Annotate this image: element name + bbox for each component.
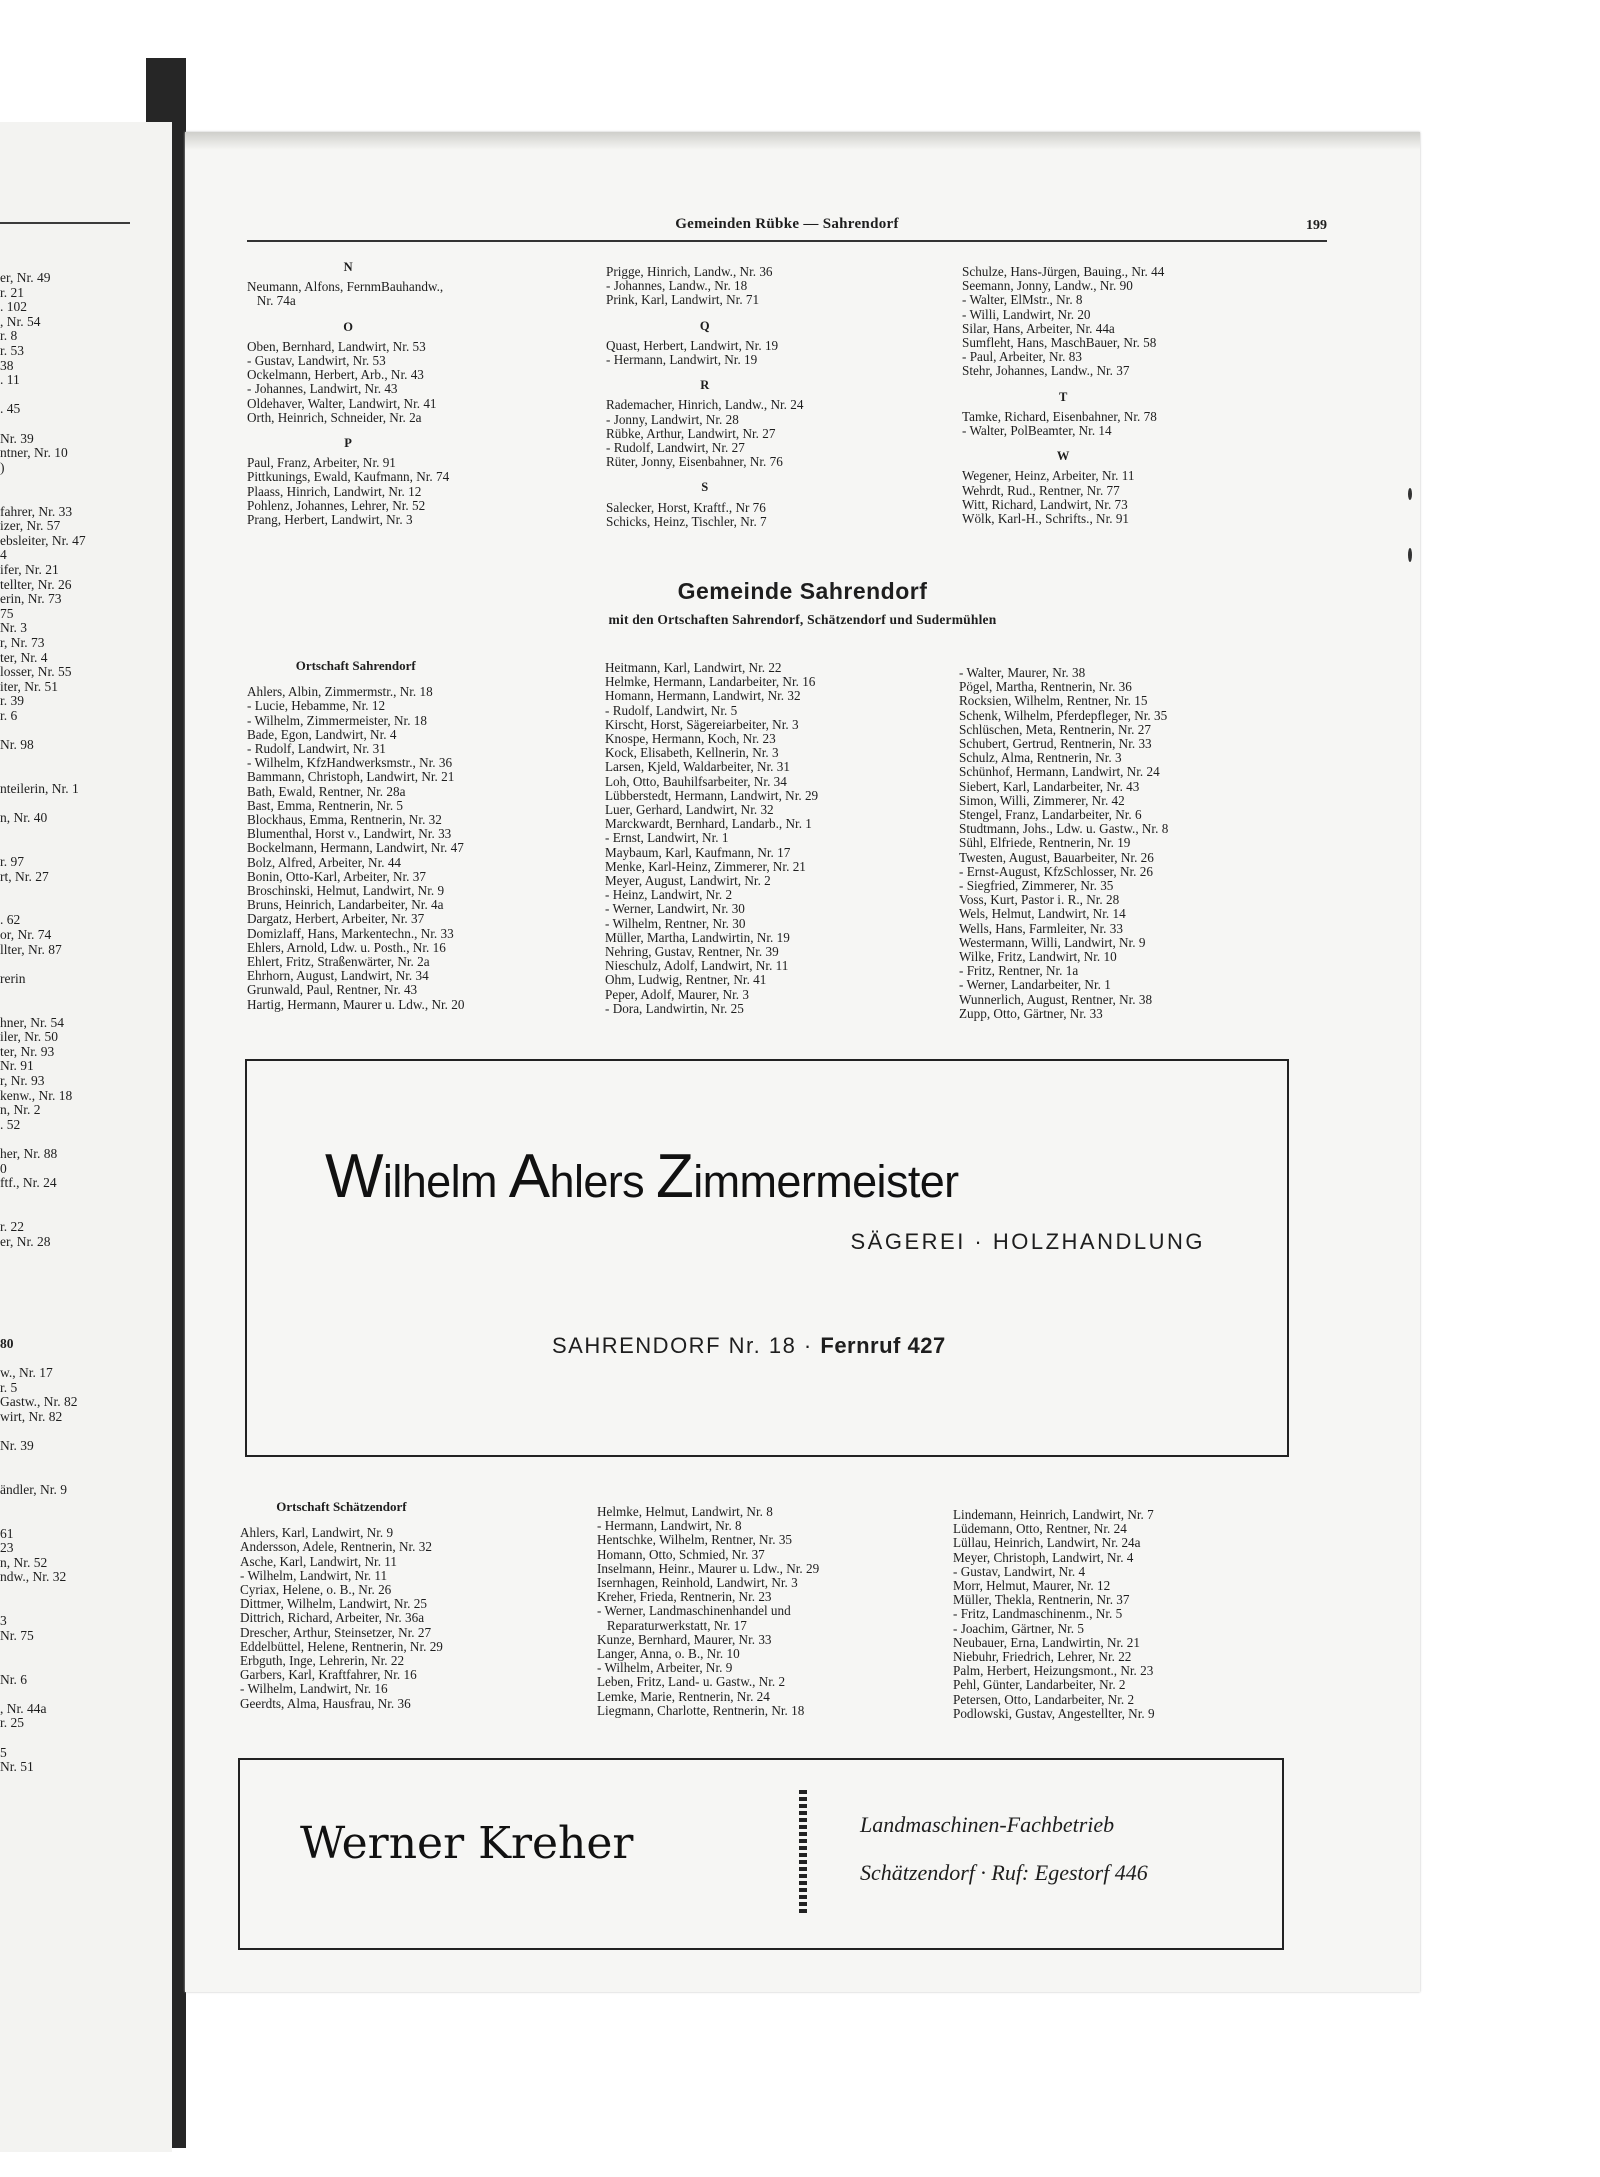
left-page-fragment: ter, Nr. 93: [0, 1043, 55, 1059]
ad-phone: Fernruf 427: [820, 1333, 946, 1358]
left-page-fragment: 3: [0, 1613, 7, 1629]
directory-entry: - Paul, Arbeiter, Nr. 83: [962, 349, 1082, 365]
directory-entry: Schicks, Heinz, Tischler, Nr. 7: [606, 513, 767, 529]
ad-name-part-2: hlers: [549, 1156, 656, 1207]
directory-entry: Twesten, August, Bauarbeiter, Nr. 26: [959, 849, 1154, 865]
directory-entry: Lemke, Marie, Rentnerin, Nr. 24: [597, 1688, 770, 1704]
left-page-fragment: r. 8: [0, 328, 18, 344]
directory-entry: - Ernst-August, KfzSchlosser, Nr. 26: [959, 863, 1153, 879]
directory-entry: Niebuhr, Friedrich, Lehrer, Nr. 22: [953, 1649, 1132, 1665]
directory-entry: Schulze, Hans-Jürgen, Bauing., Nr. 44: [962, 264, 1165, 279]
schaetzendorf-column-1: [240, 1500, 443, 1711]
directory-entry: Wehrdt, Rud., Rentner, Nr. 77: [962, 482, 1120, 498]
ruebke-column-3: [962, 265, 1164, 526]
left-page-fragment: r, Nr. 93: [0, 1073, 45, 1088]
directory-entry: Langer, Anna, o. B., Nr. 10: [597, 1646, 740, 1662]
directory-entry: Domizlaff, Hans, Markentechn., Nr. 33: [247, 925, 454, 941]
directory-entry: Asche, Karl, Landwirt, Nr. 11: [240, 1553, 397, 1569]
directory-entry: Meyer, Christoph, Landwirt, Nr. 4: [953, 1549, 1134, 1565]
directory-entry: Sumfleht, Hans, MaschBauer, Nr. 58: [962, 335, 1157, 351]
left-page-fragment: 61: [0, 1525, 14, 1541]
directory-entry: Oben, Bernhard, Landwirt, Nr. 53: [247, 338, 426, 354]
directory-entry: Bolz, Alfred, Arbeiter, Nr. 44: [247, 854, 402, 870]
left-page-fragment: r. 97: [0, 854, 25, 869]
directory-entry: Schulz, Alma, Rentnerin, Nr. 3: [959, 750, 1122, 766]
directory-entry: Eddelbüttel, Helene, Rentnerin, Nr. 29: [240, 1638, 443, 1654]
directory-entry: Maybaum, Karl, Kaufmann, Nr. 17: [605, 844, 791, 860]
directory-entry: Larsen, Kjeld, Waldarbeiter, Nr. 31: [605, 759, 790, 775]
directory-entry: Ahlers, Albin, Zimmermstr., Nr. 18: [247, 684, 433, 700]
directory-entry: Hartig, Hermann, Maurer u. Ldw., Nr. 20: [247, 996, 465, 1012]
left-page-fragment: iler, Nr. 50: [0, 1029, 58, 1045]
schaetzendorf-column-2: [597, 1505, 819, 1718]
left-page-fragment: er, Nr. 49: [0, 270, 51, 285]
directory-entry: Schubert, Gertrud, Rentnerin, Nr. 33: [959, 736, 1152, 752]
directory-entry: Pögel, Martha, Rentnerin, Nr. 36: [959, 679, 1132, 695]
directory-entry: Helmke, Hermann, Landarbeiter, Nr. 16: [605, 674, 816, 690]
section-title: Gemeinde Sahrendorf: [677, 578, 928, 604]
left-page-fragment: r. 39: [0, 693, 25, 709]
directory-entry: - Siegfried, Zimmerer, Nr. 35: [959, 878, 1114, 894]
directory-entry: - Gustav, Landwirt, Nr. 53: [247, 353, 386, 369]
directory-entry: - Wilhelm, Landwirt, Nr. 11: [240, 1567, 388, 1583]
left-page-fragment: , Nr. 54: [0, 313, 41, 329]
left-page-fragment: nteilerin, Nr. 1: [0, 781, 79, 796]
schaetzendorf-column-3: [953, 1508, 1155, 1721]
ad-initial-a: A: [508, 1142, 550, 1211]
left-page-fragment: llter, Nr. 87: [0, 941, 62, 957]
directory-entry: Nieschulz, Adolf, Landwirt, Nr. 11: [605, 958, 789, 974]
directory-entry: Wölk, Karl-H., Schrifts., Nr. 91: [962, 511, 1130, 527]
directory-entry: Kreher, Frieda, Rentnerin, Nr. 23: [597, 1589, 772, 1605]
directory-entry: - Lucie, Hebamme, Nr. 12: [247, 698, 386, 714]
directory-entry: Broschinski, Helmut, Landwirt, Nr. 9: [247, 883, 445, 899]
directory-entry: - Walter, ElMstr., Nr. 8: [962, 292, 1083, 308]
directory-entry: Reparaturwerkstatt, Nr. 17: [597, 1617, 747, 1633]
left-page-fragment: ): [0, 459, 5, 475]
left-page-fragment: hner, Nr. 54: [0, 1014, 64, 1030]
directory-entry: Prigge, Hinrich, Landw., Nr. 36: [606, 264, 773, 279]
directory-entry: - Dora, Landwirtin, Nr. 25: [605, 1000, 744, 1016]
left-page-fragment: n, Nr. 40: [0, 810, 48, 826]
directory-entry: Wels, Helmut, Landwirt, Nr. 14: [959, 906, 1126, 922]
page-number: 199: [1306, 218, 1327, 233]
left-page-fragment: ntner, Nr. 10: [0, 445, 68, 461]
left-page-fragment: . 11: [0, 372, 20, 388]
directory-entry: Drescher, Arthur, Steinsetzer, Nr. 27: [240, 1624, 432, 1640]
directory-entry: Müller, Thekla, Rentnerin, Nr. 37: [953, 1592, 1130, 1608]
left-page-fragment: or, Nr. 74: [0, 927, 52, 942]
directory-entry: Bast, Emma, Rentnerin, Nr. 5: [247, 797, 404, 813]
directory-entry: Meyer, August, Landwirt, Nr. 2: [605, 873, 771, 889]
left-page-fragment: Nr. 75: [0, 1627, 34, 1643]
directory-entry: Geerdts, Alma, Hausfrau, Nr. 36: [240, 1695, 411, 1711]
directory-page: [185, 132, 1420, 1992]
ad2-company-name: Werner Kreher: [300, 1818, 634, 1869]
directory-entry: Helmke, Helmut, Landwirt, Nr. 8: [597, 1504, 773, 1519]
column-heading: Ortschaft Sahrendorf: [295, 658, 416, 673]
ad-name-part-3: immermeister: [693, 1156, 959, 1207]
left-page-fragment: Nr. 39: [0, 1438, 34, 1453]
directory-entry: Schenk, Wilhelm, Pferdepfleger, Nr. 35: [959, 707, 1168, 723]
left-page-fragment: r. 25: [0, 1715, 25, 1731]
left-page-fragment: . 52: [0, 1116, 21, 1132]
directory-entry: Witt, Richard, Landwirt, Nr. 73: [962, 496, 1128, 512]
ad-address: [552, 1333, 946, 1359]
directory-entry: Bath, Ewald, Rentner, Nr. 28a: [247, 783, 406, 799]
letter-heading: N: [343, 260, 353, 274]
ad-initial-w: W: [325, 1142, 383, 1211]
directory-entry: Kock, Elisabeth, Kellnerin, Nr. 3: [605, 745, 779, 761]
directory-entry: Voss, Kurt, Pastor i. R., Nr. 28: [959, 892, 1120, 908]
directory-entry: - Johannes, Landwirt, Nr. 43: [247, 381, 398, 397]
letter-heading: T: [1058, 389, 1068, 404]
directory-entry: Rübke, Arthur, Landwirt, Nr. 27: [606, 425, 776, 441]
left-page-fragment: ifer, Nr. 21: [0, 562, 59, 577]
left-page-fragment: Nr. 91: [0, 1058, 34, 1074]
directory-entry: - Rudolf, Landwirt, Nr. 27: [606, 440, 745, 456]
left-page-fragment: fahrer, Nr. 33: [0, 503, 73, 519]
left-page-fragment: er, Nr. 28: [0, 1233, 51, 1249]
directory-entry: - Johannes, Landw., Nr. 18: [606, 278, 748, 294]
directory-entry: Ockelmann, Herbert, Arb., Nr. 43: [247, 367, 424, 383]
page-bleed: [185, 132, 1420, 150]
directory-entry: - Joachim, Gärtner, Nr. 5: [953, 1620, 1084, 1636]
directory-entry: - Heinz, Landwirt, Nr. 2: [605, 887, 733, 903]
directory-entry: Simon, Willi, Zimmerer, Nr. 42: [959, 792, 1125, 808]
directory-entry: Bockelmann, Hermann, Landwirt, Nr. 47: [247, 840, 464, 856]
directory-entry: Wegener, Heinz, Arbeiter, Nr. 11: [962, 468, 1135, 484]
directory-entry: Liegmann, Charlotte, Rentnerin, Nr. 18: [597, 1702, 805, 1718]
left-page-fragment: Nr. 98: [0, 737, 34, 753]
directory-entry: Wilke, Fritz, Landwirt, Nr. 10: [959, 949, 1117, 965]
left-page-fragment: ftf., Nr. 24: [0, 1175, 57, 1191]
directory-entry: Lübberstedt, Hermann, Landwirt, Nr. 29: [605, 787, 819, 803]
ad2-trade: Landmaschinen-Fachbetrieb: [860, 1812, 1115, 1837]
directory-entry: Wunnerlich, August, Rentner, Nr. 38: [959, 991, 1153, 1007]
left-page-fragment: Nr. 39: [0, 430, 34, 446]
directory-entry: Oldehaver, Walter, Landwirt, Nr. 41: [247, 395, 437, 411]
sahrendorf-column-3: [959, 666, 1168, 1021]
directory-entry: Ehlert, Fritz, Straßenwärter, Nr. 2a: [247, 954, 430, 970]
directory-entry: - Fritz, Landmaschinenm., Nr. 5: [953, 1606, 1123, 1622]
left-page-fragment: iter, Nr. 51: [0, 678, 58, 694]
left-page-fragment: 75: [0, 605, 14, 621]
directory-entry: Loh, Otto, Bauhilfsarbeiter, Nr. 34: [605, 773, 787, 789]
directory-entry: Leben, Fritz, Land- u. Gastw., Nr. 2: [597, 1674, 786, 1690]
left-page-fragment: , Nr. 44a: [0, 1700, 47, 1716]
directory-entry: Rocksien, Wilhelm, Rentner, Nr. 15: [959, 693, 1148, 709]
directory-entry: Ahlers, Karl, Landwirt, Nr. 9: [240, 1525, 394, 1541]
ad-trade: SÄGEREI · HOLZHANDLUNG: [850, 1229, 1205, 1254]
left-page-fragment: rt, Nr. 27: [0, 868, 49, 884]
directory-entry: Nr. 74a: [247, 293, 296, 309]
directory-entry: Bammann, Christoph, Landwirt, Nr. 21: [247, 769, 455, 785]
directory-entry: Rüter, Jonny, Eisenbahner, Nr. 76: [606, 454, 783, 470]
directory-entry: Erbguth, Inge, Lehrerin, Nr. 22: [240, 1653, 405, 1669]
left-page-fragment: n, Nr. 2: [0, 1102, 41, 1118]
letter-heading: W: [1056, 449, 1070, 464]
directory-entry: - Fritz, Rentner, Nr. 1a: [959, 963, 1079, 979]
left-page-fragment: n, Nr. 52: [0, 1554, 48, 1570]
directory-entry: Schlüschen, Meta, Rentnerin, Nr. 27: [959, 721, 1151, 737]
directory-entry: Dargatz, Herbert, Arbeiter, Nr. 37: [247, 911, 425, 927]
directory-entry: - Walter, PolBeamter, Nr. 14: [962, 423, 1112, 439]
left-page-fragment: r. 22: [0, 1219, 25, 1234]
directory-entry: - Wilhelm, Rentner, Nr. 30: [605, 915, 746, 931]
directory-entry: Zupp, Otto, Gärtner, Nr. 33: [959, 1005, 1103, 1021]
directory-entry: Bruns, Heinrich, Landarbeiter, Nr. 4a: [247, 897, 444, 913]
directory-entry: Silar, Hans, Arbeiter, Nr. 44a: [962, 320, 1115, 336]
directory-entry: Lüllau, Heinrich, Landwirt, Nr. 24a: [953, 1535, 1141, 1551]
directory-entry: Garbers, Karl, Kraftfahrer, Nr. 16: [240, 1667, 417, 1683]
directory-entry: Pohlenz, Johannes, Lehrer, Nr. 52: [247, 497, 426, 513]
directory-entry: - Wilhelm, KfzHandwerksmstr., Nr. 36: [247, 755, 453, 771]
left-page-fragment: wirt, Nr. 82: [0, 1408, 63, 1424]
ahlers-advertisement: [245, 1059, 1289, 1457]
directory-entry: Bade, Egon, Landwirt, Nr. 4: [247, 726, 397, 742]
left-page-fragment: ändler, Nr. 9: [0, 1481, 67, 1497]
left-page-fragment: r, Nr. 73: [0, 635, 45, 650]
directory-entry: - Wilhelm, Arbeiter, Nr. 9: [597, 1660, 733, 1676]
ad2-location: Schätzendorf · Ruf: Egestorf 446: [860, 1860, 1148, 1885]
directory-entry: Blockhaus, Emma, Rentnerin, Nr. 32: [247, 812, 442, 828]
directory-entry: - Gustav, Landwirt, Nr. 4: [953, 1563, 1086, 1579]
directory-entry: Tamke, Richard, Eisenbahner, Nr. 78: [962, 408, 1157, 424]
left-page-fragment: kenw., Nr. 18: [0, 1087, 73, 1103]
directory-entry: Rademacher, Hinrich, Landw., Nr. 24: [606, 397, 804, 413]
left-page: [0, 122, 172, 2152]
directory-entry: Orth, Heinrich, Schneider, Nr. 2a: [247, 409, 422, 425]
left-page-fragment: ndw., Nr. 32: [0, 1569, 67, 1585]
ad-initial-z: Z: [655, 1142, 694, 1211]
directory-entry: - Hermann, Landwirt, Nr. 19: [606, 352, 758, 368]
directory-entry: Ehrhorn, August, Landwirt, Nr. 34: [247, 968, 429, 984]
left-page-fragment: her, Nr. 88: [0, 1146, 58, 1161]
directory-entry: - Wilhelm, Zimmermeister, Nr. 18: [247, 712, 427, 728]
sahrendorf-column-1: [247, 659, 464, 1012]
directory-entry: Stehr, Johannes, Landw., Nr. 37: [962, 363, 1130, 379]
letter-heading: P: [344, 436, 352, 451]
directory-entry: Nehring, Gustav, Rentner, Nr. 39: [605, 944, 779, 960]
directory-entry: Petersen, Otto, Landarbeiter, Nr. 2: [953, 1691, 1135, 1707]
directory-entry: Ehlers, Arnold, Ldw. u. Posth., Nr. 16: [247, 939, 446, 955]
left-page-fragment: r. 21: [0, 284, 25, 300]
directory-entry: - Rudolf, Landwirt, Nr. 5: [605, 702, 738, 718]
directory-entry: Grunwald, Paul, Rentner, Nr. 43: [247, 982, 418, 998]
directory-entry: Schünhof, Hermann, Landwirt, Nr. 24: [959, 764, 1160, 780]
directory-entry: Peper, Adolf, Maurer, Nr. 3: [605, 986, 749, 1002]
directory-entry: - Jonny, Landwirt, Nr. 28: [606, 411, 739, 427]
left-page-fragment: losser, Nr. 55: [0, 664, 72, 680]
left-page-fragment: 38: [0, 357, 14, 373]
directory-entry: Palm, Herbert, Heizungsmont., Nr. 23: [953, 1663, 1154, 1679]
directory-entry: Blumenthal, Horst v., Landwirt, Nr. 33: [247, 826, 452, 842]
left-page-fragment: 5: [0, 1744, 7, 1760]
directory-entry: - Wilhelm, Landwirt, Nr. 16: [240, 1681, 388, 1697]
directory-entry: - Werner, Landwirt, Nr. 30: [605, 901, 745, 917]
directory-entry: Paul, Franz, Arbeiter, Nr. 91: [247, 455, 396, 471]
ad-address-text: SAHRENDORF Nr. 18 ·: [552, 1333, 821, 1358]
left-page-fragment: 23: [0, 1540, 14, 1556]
directory-entry: Stengel, Franz, Landarbeiter, Nr. 6: [959, 807, 1142, 823]
left-page-fragment: rerin: [0, 970, 26, 986]
letter-heading: R: [700, 378, 710, 393]
directory-entry: Dittmer, Wilhelm, Landwirt, Nr. 25: [240, 1596, 427, 1612]
directory-entry: Studtmann, Johs., Ldw. u. Gastw., Nr. 8: [959, 821, 1169, 837]
directory-entry: Pehl, Günter, Landarbeiter, Nr. 2: [953, 1677, 1126, 1693]
letter-heading: Q: [699, 318, 710, 333]
directory-entry: - Willi, Landwirt, Nr. 20: [962, 306, 1091, 322]
left-page-fragment: Gastw., Nr. 82: [0, 1394, 78, 1410]
left-page-fragment: Nr. 3: [0, 620, 27, 636]
left-page-fragment: tellter, Nr. 26: [0, 576, 72, 592]
left-page-fragment: . 45: [0, 401, 21, 417]
left-page-fragment: Nr. 6: [0, 1671, 27, 1687]
left-page-rule: [0, 222, 130, 224]
directory-entry: Neubauer, Erna, Landwirtin, Nr. 21: [953, 1634, 1140, 1650]
directory-entry: Inselmann, Heinr., Maurer u. Ldw., Nr. 29: [597, 1560, 820, 1576]
directory-entry: Plaass, Hinrich, Landwirt, Nr. 12: [247, 483, 422, 499]
ad-name-part-1: ilhelm: [382, 1156, 509, 1207]
directory-entry: Isernhagen, Reinhold, Landwirt, Nr. 3: [597, 1575, 798, 1591]
directory-entry: - Walter, Maurer, Nr. 38: [959, 665, 1086, 680]
directory-entry: Neumann, Alfons, FernmBauhandw.,: [247, 279, 444, 295]
directory-entry: Wells, Hans, Farmleiter, Nr. 33: [959, 920, 1123, 936]
directory-entry: Kirscht, Horst, Sägereiarbeiter, Nr. 3: [605, 716, 799, 732]
directory-entry: Bonin, Otto-Karl, Arbeiter, Nr. 37: [247, 868, 426, 884]
directory-entry: Salecker, Horst, Kraftf., Nr 76: [606, 499, 766, 515]
left-page-fragment: 4: [0, 547, 7, 563]
scan-speck: [1408, 548, 1412, 562]
directory-entry: Lindemann, Heinrich, Landwirt, Nr. 7: [953, 1507, 1154, 1522]
left-page-fragment: . 62: [0, 912, 21, 928]
column-heading: Ortschaft Schätzendorf: [276, 1499, 407, 1514]
left-page-fragment: 80: [0, 1335, 14, 1351]
sahrendorf-column-2: [605, 661, 818, 1016]
left-page-fragment: r. 6: [0, 708, 18, 723]
left-page-fragment: . 102: [0, 299, 27, 315]
ruebke-column-2: [606, 265, 803, 529]
left-page-fragment: Nr. 51: [0, 1759, 34, 1775]
directory-entry: - Werner, Landmaschinenhandel und: [597, 1603, 791, 1619]
directory-entry: - Werner, Landarbeiter, Nr. 1: [959, 977, 1111, 993]
left-page-fragment: 0: [0, 1160, 7, 1176]
directory-entry: Pittkunings, Ewald, Kaufmann, Nr. 74: [247, 469, 450, 485]
directory-entry: Kunze, Bernhard, Maurer, Nr. 33: [597, 1631, 772, 1647]
running-header: [247, 212, 1327, 242]
left-page-fragment: r. 53: [0, 343, 25, 358]
directory-entry: Menke, Karl-Heinz, Zimmerer, Nr. 21: [605, 858, 806, 874]
directory-entry: Knospe, Hermann, Koch, Nr. 23: [605, 731, 776, 747]
letter-heading: O: [343, 319, 353, 334]
left-page-fragment: ter, Nr. 4: [0, 649, 48, 665]
scan-speck: [1408, 488, 1412, 500]
directory-entry: Müller, Martha, Landwirtin, Nr. 19: [605, 929, 790, 945]
directory-entry: Luer, Gerhard, Landwirt, Nr. 32: [605, 802, 774, 818]
left-page-fragment: izer, Nr. 57: [0, 518, 61, 534]
directory-entry: Lüdemann, Otto, Rentner, Nr. 24: [953, 1521, 1127, 1537]
directory-entry: Marckwardt, Bernhard, Landarb., Nr. 1: [605, 816, 812, 832]
directory-entry: - Ernst, Landwirt, Nr. 1: [605, 830, 729, 846]
directory-entry: Cyriax, Helene, o. B., Nr. 26: [240, 1582, 392, 1598]
directory-entry: - Hermann, Landwirt, Nr. 8: [597, 1518, 742, 1534]
directory-entry: Westermann, Willi, Landwirt, Nr. 9: [959, 934, 1146, 950]
left-page-fragment: r. 5: [0, 1379, 18, 1395]
kreher-advertisement: [238, 1758, 1284, 1950]
directory-entry: Quast, Herbert, Landwirt, Nr. 19: [606, 337, 779, 353]
left-page-fragment: erin, Nr. 73: [0, 591, 62, 607]
directory-entry: Sühl, Elfriede, Rentnerin, Nr. 19: [959, 835, 1131, 851]
directory-entry: Prink, Karl, Landwirt, Nr. 71: [606, 292, 760, 308]
header-title: Gemeinden Rübke — Sahrendorf: [675, 216, 899, 232]
ad2-divider: [799, 1790, 807, 1915]
letter-heading: S: [701, 480, 709, 495]
directory-entry: Ohm, Ludwig, Rentner, Nr. 41: [605, 972, 767, 988]
directory-entry: Hentschke, Wilhelm, Rentner, Nr. 35: [597, 1532, 793, 1548]
directory-entry: Homann, Hermann, Landwirt, Nr. 32: [605, 688, 801, 704]
left-page-fragment: w., Nr. 17: [0, 1365, 53, 1380]
directory-entry: - Rudolf, Landwirt, Nr. 31: [247, 741, 386, 757]
directory-entry: Morr, Helmut, Maurer, Nr. 12: [953, 1578, 1111, 1594]
directory-entry: Podlowski, Gustav, Angestellter, Nr. 9: [953, 1705, 1155, 1721]
directory-entry: Andersson, Adele, Rentnerin, Nr. 32: [240, 1539, 432, 1555]
ad-company-name: [325, 1141, 959, 1212]
directory-entry: Seemann, Jonny, Landw., Nr. 90: [962, 278, 1133, 294]
directory-entry: Dittrich, Richard, Arbeiter, Nr. 36a: [240, 1610, 425, 1626]
directory-entry: Siebert, Karl, Landarbeiter, Nr. 43: [959, 778, 1140, 794]
directory-entry: Prang, Herbert, Landwirt, Nr. 3: [247, 512, 413, 528]
left-page-fragment: ebsleiter, Nr. 47: [0, 532, 86, 548]
directory-entry: Heitmann, Karl, Landwirt, Nr. 22: [605, 660, 782, 675]
section-subtitle: mit den Ortschaften Sahrendorf, Schätzendorf und Sudermühlen: [608, 612, 997, 627]
directory-entry: Homann, Otto, Schmied, Nr. 37: [597, 1546, 765, 1562]
ruebke-column-1: [247, 260, 449, 527]
